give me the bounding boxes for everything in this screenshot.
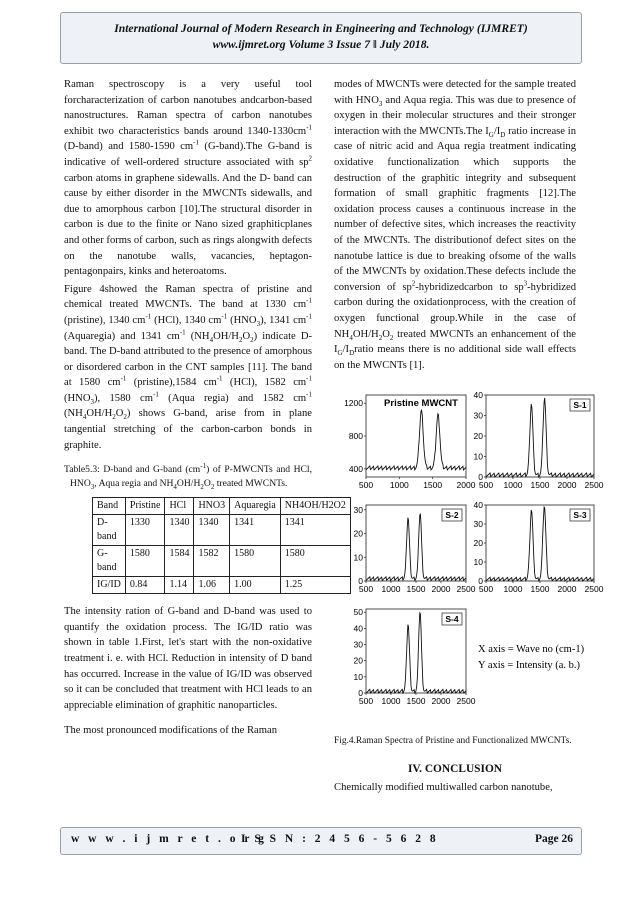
y-tick-label: 20 [353, 528, 363, 539]
conclusion-text: Chemically modified multiwalled carbon nanotube, [334, 781, 553, 793]
y-tick-label: 800 [348, 431, 363, 442]
x-tick-label: 1500 [530, 584, 550, 595]
paragraph-raman-intro: Raman spectroscopy is a very useful tool forcharacterization of carbon nanotubes andcarbon-based nanostructures. Raman spectra of carbon nanotubes exhibit two characteristics bands around $1340-1330cm^{-1}$ (D-band) and 1580-1590 $cm^{-1}$ (G-band).The G-band is indicative of well-ordered structure associated with $sp^2$ carbon atoms in graphene sidewalls. And the D- band can cause by either disorder in the MWCNTs sidewalls, and due to amorphous carbon [10].The structural disorder in carbon is due to the finite or Nano sized graphiticplanes and other forms of carbon, such as rings alongwith defects on the nanotube walls, vacancies, heptagon-pentagonpairs, kinks and heteroatoms. [64, 79, 312, 278]
panel-label: S-3 [573, 510, 587, 521]
x-tick-label: 1500 [406, 696, 426, 707]
table-header-cell: HNO3 [194, 498, 230, 515]
paragraph-oxidation: modes of MWCNTs were detected for the sample treated with $HNO_3$ and Aqua regia. This was due to presence of oxygen in their molecular structures and their stronger interaction with the MWCNTs.The $I_G/I_D$ ratio increase in case of nitric acid and Aqua regia treatment indicating oxidative functionalization which supports the destruction of the graphitic integrity and subsequent formation of small graphitic fragments [12].The oxidation process causes a continuous increase in the number of defective sites, which increases the reactivity of the MWCNTs. The distributionof defect sites on the nanotube lattice is due to breaking ofsome of the walls of the MWCNTs by oxidation.These defects include the conversion of $sp^2$-hybridizedcarbon to $sp^3$-hybridized carbon during the oxidationprocess, with the creation of oxygen functional group.While in the case of $NH_4OH/H_2O_2$ treated MWCNTs an enhancement of the $I_G/I_Dratio$ means there is no additional side wall effects on the MWCNTs [1]. [334, 79, 576, 371]
table-row [93, 577, 351, 594]
table-cell: 1582 [194, 546, 230, 577]
x-tick-label: 2500 [584, 584, 604, 595]
journal-issue: www.ijmret.org Volume 3 Issue 7 ǁ July 2018. [212, 38, 430, 51]
panel-label: S-1 [573, 400, 587, 411]
x-tick-label: 2500 [584, 480, 604, 491]
table-cell: 1.14 [165, 577, 194, 594]
right-column [334, 77, 604, 797]
journal-title: International Journal of Modern Research in Engineering and Technology (IJMRET) [114, 22, 528, 35]
x-tick-label: 2000 [456, 480, 476, 491]
table-cell: 1580 [125, 546, 165, 577]
raman-spectra-chart [328, 387, 604, 729]
x-tick-label: 1000 [503, 584, 523, 595]
y-tick-label: 30 [353, 639, 363, 650]
table-row [93, 546, 351, 577]
x-tick-label: 1000 [381, 584, 401, 595]
conclusion-heading: IV. CONCLUSION [407, 763, 503, 776]
left-column [64, 77, 346, 741]
x-tick-label: 2500 [456, 584, 476, 595]
raman-figure [328, 387, 604, 729]
y-tick-label: 1200 [344, 398, 363, 409]
panel-title: Pristine MWCNT [384, 398, 458, 410]
figure-caption: Fig.4.Raman Spectra of Pristine and Functionalized MWCNTs. [334, 736, 572, 747]
x-tick-label: 2000 [431, 584, 451, 595]
y-axis-note: Y axis = Intensity (a. b.) [478, 660, 581, 672]
table-row [93, 515, 351, 546]
x-tick-label: 500 [478, 584, 494, 595]
bands-table [92, 497, 351, 594]
y-tick-label: 10 [353, 672, 363, 683]
table-header-cell: Aquaregia [230, 498, 281, 515]
table-header-cell: Band [93, 498, 126, 515]
x-tick-label: 500 [358, 480, 374, 491]
paragraph-intensity-ratio: The intensity ration of G-band and D-band was used to quantify the oxidation process. The IG/ID ratio was shown in table 1.First, let's start with the non-oxidative treatment i. e. with HCl. Reduction in intensity of D band has occurred. Increase in the value of IG/ID was observed so it can be concluded that treatment with HCl leads to an appreciable elimination of graphitic nanoparticles. [64, 606, 312, 711]
y-tick-label: 40 [353, 623, 363, 634]
paragraph-modifications: The most pronounced modifications of the Raman [64, 725, 278, 737]
table-cell: 1.25 [280, 577, 350, 594]
page-number: Page 26 [534, 833, 573, 845]
table-header-cell: HCl [165, 498, 194, 515]
y-tick-label: 40 [473, 500, 483, 511]
table-cell: 1580 [280, 546, 350, 577]
x-tick-label: 1000 [389, 480, 409, 491]
y-tick-label: 50 [353, 607, 363, 618]
x-tick-label: 2000 [557, 480, 577, 491]
x-tick-label: 1500 [423, 480, 443, 491]
y-tick-label: 30 [473, 519, 483, 530]
table-caption: Table5.3: D-band and G-band $(cm^{-1})$ of P-MWCNTs and HCl, $HNO_3$, Aqua regia and $NH_4OH/H_2O_2$ treated MWCNTs. [64, 462, 312, 492]
table-cell: 1341 [280, 515, 350, 546]
table-cell: 1580 [230, 546, 281, 577]
x-tick-label: 500 [478, 480, 494, 491]
x-tick-label: 1000 [381, 696, 401, 707]
x-tick-label: 2000 [557, 584, 577, 595]
y-tick-label: 10 [473, 557, 483, 568]
journal-header [60, 12, 582, 64]
y-tick-label: 0 [358, 576, 363, 587]
x-tick-label: 500 [358, 696, 374, 707]
y-tick-label: 40 [473, 390, 483, 401]
x-tick-label: 1000 [503, 480, 523, 491]
table-cell: 1340 [194, 515, 230, 546]
table-cell: D-band [93, 515, 126, 546]
y-tick-label: 30 [473, 410, 483, 421]
table-header-row [93, 498, 351, 515]
table-cell: 1.06 [194, 577, 230, 594]
x-tick-label: 2500 [456, 696, 476, 707]
table-cell: 1341 [230, 515, 281, 546]
x-tick-label: 1500 [530, 480, 550, 491]
y-tick-label: 30 [353, 505, 363, 516]
y-tick-label: 20 [473, 538, 483, 549]
table-header-cell: NH4OH/H2O2 [280, 498, 350, 515]
table-cell: 1584 [165, 546, 194, 577]
y-tick-label: 0 [478, 472, 483, 483]
y-tick-label: 20 [473, 431, 483, 442]
x-axis-note: X axis = Wave no (cm-1) [478, 644, 585, 656]
table-cell: 1330 [125, 515, 165, 546]
x-tick-label: 500 [358, 584, 374, 595]
y-tick-label: 20 [353, 655, 363, 666]
panel-label: S-2 [445, 510, 459, 521]
table-cell: 1340 [165, 515, 194, 546]
table-header-cell: Pristine [125, 498, 165, 515]
table-cell: 1.00 [230, 577, 281, 594]
paragraph-figure4: Figure 4showed the Raman spectra of pristine and chemical treated MWCNTs. The band at 1330 $cm^{-1}$ (pristine), 1340 $cm^{-1}$ (HCl), 1340 $cm^{-1}$ $(HNO_3)$, 1341 $cm^{-1}$ (Aquaregia) and 1341 $cm^{-1}$ $(NH_4OH/H_2O_2)$ indicate D-band. The D-band attributed to the presence of amorphous or disordered carbon in the CNT samples [11]. The band at 1580 $cm^{-1}$ (pristine),1584 $cm^{-1}$ (HCl), 1582 $cm^{-1}$ $(HNO_3)$, 1580 $cm^{-1}$ (Aqua regia) and 1582 $cm^{-1}$ $(NH_4OH/H_2O_2)$ shows G-band, arise from in plane tangential stretching of the carbon-carbon bonds in graphite. [64, 283, 312, 451]
y-tick-label: 10 [473, 451, 483, 462]
y-tick-label: 0 [478, 576, 483, 587]
y-tick-label: 10 [353, 552, 363, 563]
table-cell: 0.84 [125, 577, 165, 594]
x-tick-label: 2000 [431, 696, 451, 707]
page-footer [60, 827, 582, 855]
panel-label: S-4 [445, 614, 459, 625]
footer-issn: I S S N : 2 4 5 6 - 5 6 2 8 [241, 833, 439, 845]
footer-website: w w w . i j m r e t . o r g [71, 833, 267, 845]
x-tick-label: 1500 [406, 584, 426, 595]
table-cell: G-band [93, 546, 126, 577]
y-tick-label: 0 [358, 688, 363, 699]
y-tick-label: 400 [348, 464, 363, 475]
table-cell: IG/ID [93, 577, 126, 594]
